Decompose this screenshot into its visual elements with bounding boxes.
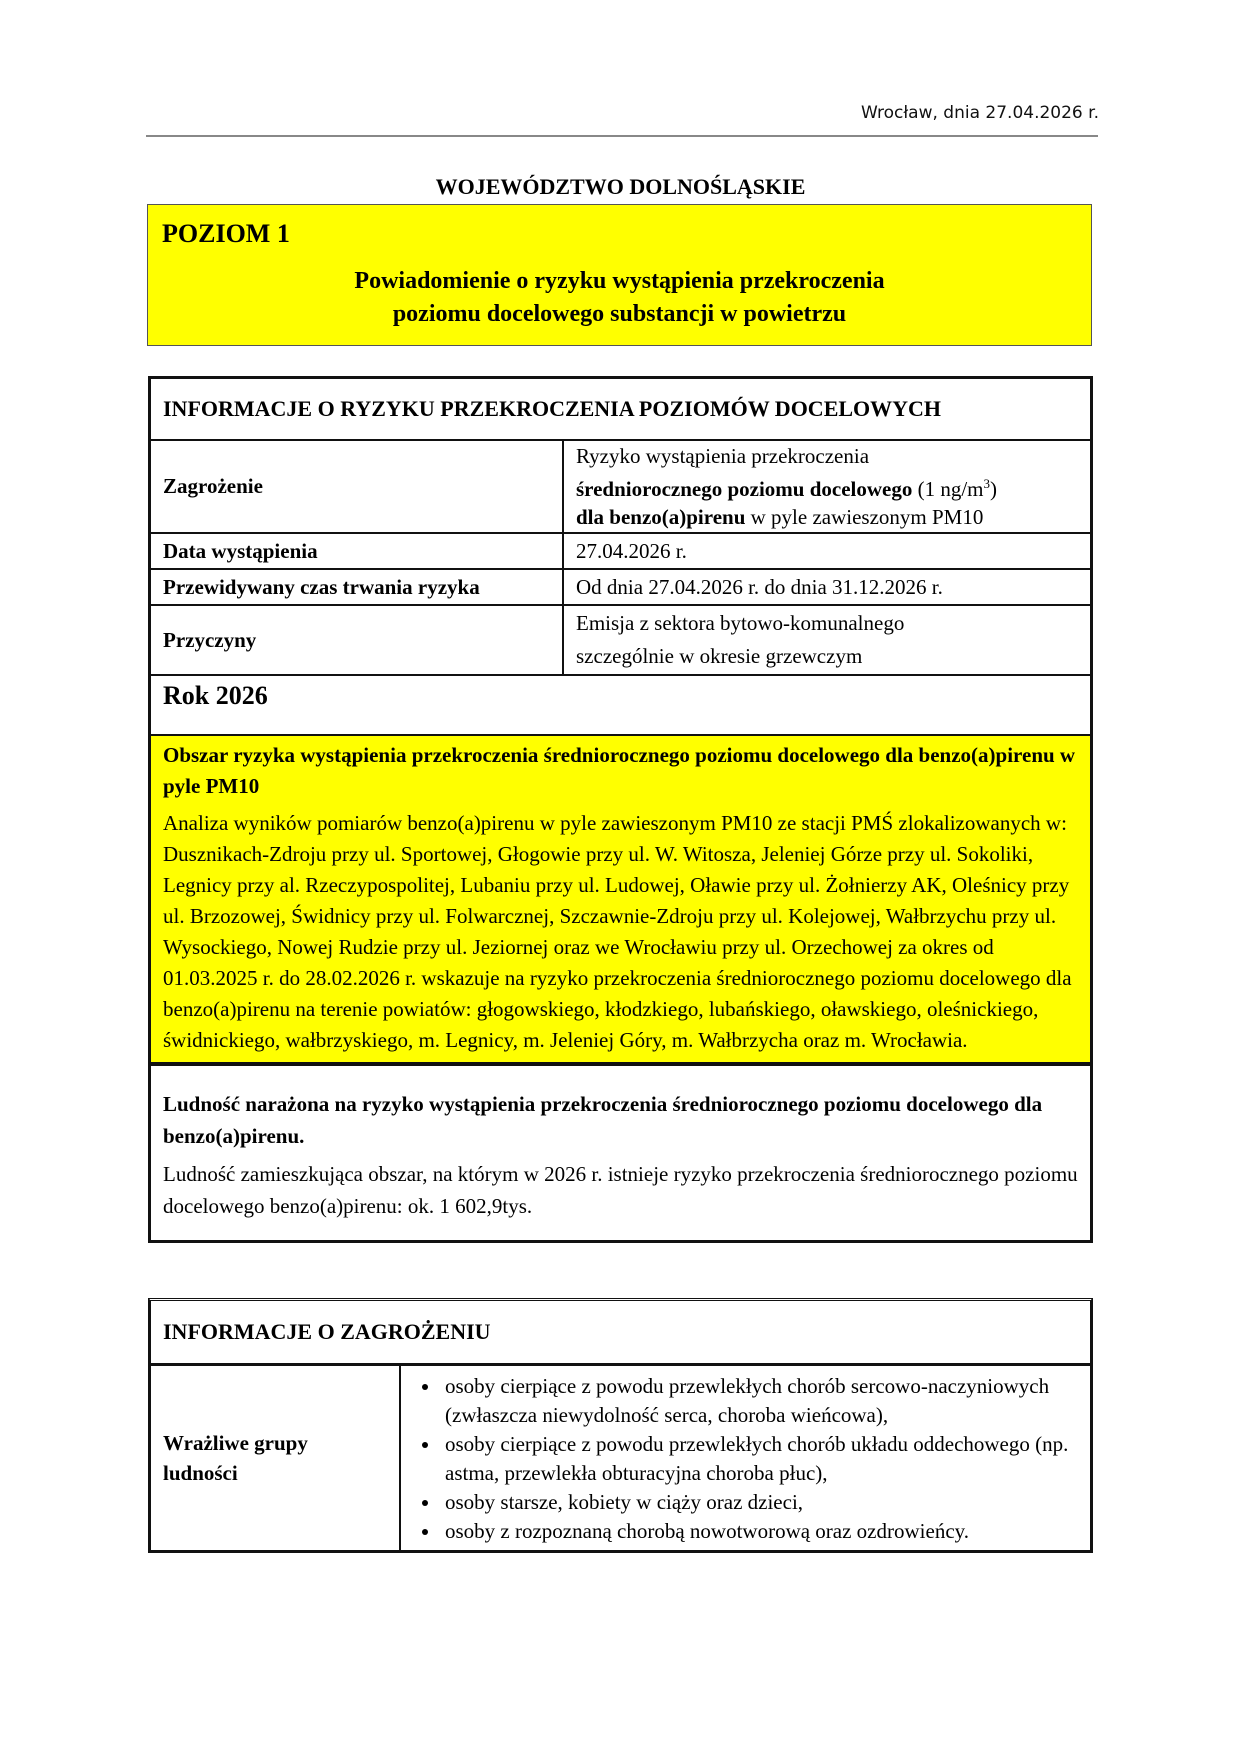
threat-line1: Ryzyko wystąpienia przekroczenia bbox=[576, 444, 870, 468]
list-item: • osoby cierpiące z powodu przewlekłych chorób układu oddechowego (np. astma, przewlekła obturacyjna choroba płuc), bbox=[441, 1430, 1078, 1488]
alert-level-label: POZIOM 1 bbox=[162, 219, 290, 248]
sensitive-groups-label: Wrażliwe grupy ludności bbox=[151, 1366, 401, 1550]
threat-table-heading: INFORMACJE O ZAGROŻENIU bbox=[151, 1301, 1090, 1366]
threat-label: Zagrożenie bbox=[151, 441, 564, 532]
sensitive-groups-list bbox=[411, 1372, 1078, 1546]
threat-line3-rest: w pyle zawieszonym PM10 bbox=[745, 505, 984, 529]
threat-line3-bold: dla benzo(a)pirenu bbox=[576, 505, 746, 529]
region-title: WOJEWÓDZTWO DOLNOŚLĄSKIE bbox=[435, 174, 806, 199]
alert-title-line1: Powiadomienie o ryzyku wystąpienia przekroczenia bbox=[354, 268, 885, 294]
threat-row bbox=[151, 441, 1090, 534]
causes-line2: szczególnie w okresie grzewczym bbox=[576, 644, 863, 668]
population-section bbox=[151, 1066, 1090, 1240]
duration-value: Od dnia 27.04.2026 r. do dnia 31.12.2026 r. bbox=[576, 575, 943, 599]
threat-unit-exponent: 3 bbox=[983, 476, 991, 491]
list-item: • osoby z rozpoznaną chorobą nowotworową oraz ozdrowieńcy. bbox=[441, 1517, 1078, 1546]
threat-line2-unit: (1 ng/m bbox=[912, 477, 984, 501]
causes-line1: Emisja z sektora bytowo-komunalnego bbox=[576, 611, 905, 635]
list-item: • osoby cierpiące z powodu przewlekłych chorób sercowo-naczyniowych (zwłaszcza niewydolność serca, choroba wieńcowa), bbox=[441, 1372, 1078, 1430]
risk-area-body: Analiza wyników pomiarów benzo(a)pirenu w pyle zawieszonym PM10 ze stacji PMŚ zlokalizowanych w: Dusznikach-Zdroju przy ul. Sportowej, Głogowie przy ul. W. Witosza, Jeleniej Górze przy ul. Sokoliki, Legnicy przy al. Rzeczypospolitej, Lubaniu przy ul. Ludowej, Oławie przy ul. Żołnierzy AK, Oleśnicy przy ul. Brzozowej, Świdnicy przy ul. Folwarcznej, Szczawnie-Zdroju przy ul. Kolejowej, Wałbrzychu przy ul. Wysockiego, Nowej Rudzie przy ul. Jeziornej oraz we Wrocławiu przy ul. Orzechowej za okres od 01.03.2025 r. do 28.02.2026 r. wskazuje na ryzyko przekroczenia średniorocznego poziomu docelowego dla benzo(a)pirenu na terenie powiatów: głogowskiego, kłodzkiego, lubańskiego, oławskiego, oleśnickiego, świdnickiego, wałbrzyskiego, m. Legnicy, m. Jeleniej Góry, m. Wałbrzycha oraz m. Wrocławia. bbox=[163, 811, 1072, 1052]
risk-table-heading: INFORMACJE O RYZYKU PRZEKROCZENIA POZIOMÓW DOCELOWYCH bbox=[151, 379, 1090, 441]
causes-row bbox=[151, 606, 1090, 676]
threat-info-table bbox=[148, 1298, 1093, 1553]
risk-area-section bbox=[151, 736, 1090, 1066]
header-divider bbox=[146, 135, 1098, 137]
causes-value bbox=[564, 606, 1090, 674]
threat-line3 bbox=[576, 503, 1078, 531]
population-heading: Ludność narażona na ryzyko wystąpienia przekroczenia średniorocznego poziomu docelowego dla benzo(a)pirenu. bbox=[163, 1092, 1043, 1148]
document-date: Wrocław, dnia 27.04.2026 r. bbox=[860, 103, 1099, 123]
risk-area-heading: Obszar ryzyka wystąpienia przekroczenia średniorocznego poziomu docelowego dla benzo(a)pirenu w pyle PM10 bbox=[163, 743, 1076, 798]
duration-row bbox=[151, 570, 1090, 606]
threat-value bbox=[564, 441, 1090, 532]
threat-line2-bold: średniorocznego poziomu docelowego bbox=[576, 477, 913, 501]
population-body: Ludność zamieszkująca obszar, na którym w 2026 r. istnieje ryzyko przekroczenia średniorocznego poziomu docelowego benzo(a)pirenu: ok. 1 602,9tys. bbox=[163, 1162, 1078, 1218]
duration-label: Przewidywany czas trwania ryzyka bbox=[151, 570, 564, 604]
alert-title-line2: poziomu docelowego substancji w powietrzu bbox=[392, 301, 847, 327]
alert-title bbox=[148, 265, 1091, 331]
date-row bbox=[151, 534, 1090, 570]
list-item: • osoby starsze, kobiety w ciąży oraz dzieci, bbox=[441, 1488, 1078, 1517]
date-value: 27.04.2026 r. bbox=[576, 539, 687, 563]
alert-level-box bbox=[147, 204, 1092, 346]
threat-line2-end: ) bbox=[990, 477, 998, 501]
threat-line2 bbox=[576, 470, 1078, 503]
risk-info-table bbox=[148, 376, 1093, 1243]
sensitive-groups-row bbox=[151, 1366, 1090, 1550]
date-label: Data wystąpienia bbox=[151, 534, 564, 568]
causes-label: Przyczyny bbox=[151, 606, 564, 674]
sensitive-groups-value bbox=[401, 1366, 1090, 1550]
year-label: Rok 2026 bbox=[151, 676, 1090, 736]
